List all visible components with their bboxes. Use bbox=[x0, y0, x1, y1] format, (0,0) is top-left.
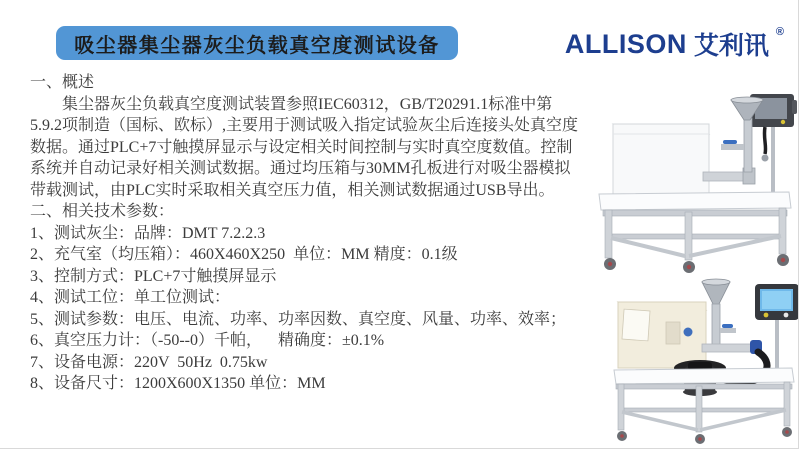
brand-logo-chinese: 艾利讯 bbox=[693, 32, 769, 60]
spec-item-test-dust: 1、测试灰尘：品牌：DMT 7.2.2.3 bbox=[30, 224, 266, 242]
overview-heading: 一、概述 bbox=[30, 74, 95, 91]
equipment-photo-top bbox=[593, 88, 799, 274]
spec-item-plenum-chamber: 2、充气室（均压箱）：460X460X250 单位：MM 精度：0.1级 bbox=[30, 246, 458, 263]
content-column bbox=[30, 72, 578, 395]
spec-item-power-supply: 7、设备电源：220V 50Hz 0.75kw bbox=[30, 353, 268, 371]
spec-item-control-mode: 3、控制方式：PLC+7寸触摸屏显示 bbox=[30, 267, 277, 285]
specs-heading: 二、相关技术参数： bbox=[30, 203, 175, 220]
registered-trademark-icon: ® bbox=[775, 26, 784, 38]
brand-logo-wordmark: ALLISON bbox=[564, 28, 687, 59]
page-title: 吸尘器集尘器灰尘负载真空度测试设备 bbox=[74, 34, 440, 57]
brand-logo bbox=[565, 28, 784, 60]
spec-item-test-parameters: 5、测试参数：电压、电流、功率、功率因数、真空度、风量、功率、效率； bbox=[30, 310, 567, 328]
page-title-banner bbox=[56, 26, 458, 60]
spec-item-vacuum-gauge: 6、真空压力计：（-50--0）千帕， 精确度：±0.1% bbox=[30, 332, 385, 349]
equipment-photo-bottom bbox=[608, 276, 799, 446]
spec-item-dimensions: 8、设备尺寸：1200X600X1350 单位：MM bbox=[30, 375, 326, 392]
spec-item-test-station: 4、测试工位：单工位测试： bbox=[30, 289, 231, 306]
overview-paragraph: 集尘器灰尘负载真空度测试装置参照IEC60312，GB/T20291.1标准中第5.9.2项制造（国标、欧标）,主要用于测试吸入指定试验灰尘后连接头处真空度数据。通过PLC+7寸触摸屏显示与设定相关时间控制与实时真空度数值。控制系统并自动记录好相关测试数据。通过均压箱与30MM孔板进行对吸尘器模拟带载测试，由PLC实时采取相关真空压力值，相关测试数据通过USB导出。 bbox=[30, 95, 579, 199]
